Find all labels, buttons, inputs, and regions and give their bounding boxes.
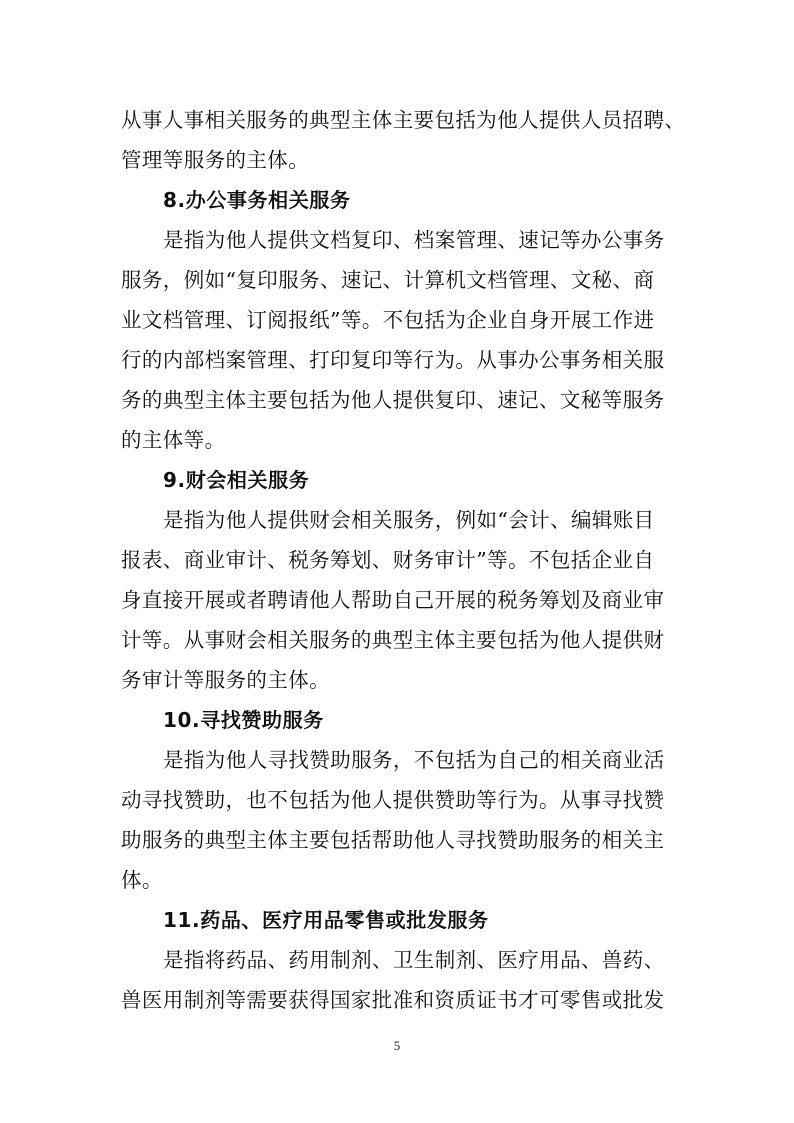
paragraph-line: 动寻找赞助，也不包括为他人提供赞助等行为。从事寻找赞	[121, 788, 665, 812]
paragraph-line: 报表、商业审计、税务筹划、财务审计”等。不包括企业自	[121, 548, 655, 572]
paragraph-line: 兽医用制剂等需要获得国家批准和资质证书才可零售或批发	[121, 988, 665, 1012]
paragraph-line: 是指为他人提供财会相关服务，例如“会计、编辑账目	[163, 508, 655, 532]
paragraph-line: 体。	[121, 868, 163, 892]
paragraph-line: 是指为他人提供文档复印、档案管理、速记等办公事务	[163, 228, 665, 252]
page-number: 5	[393, 1038, 401, 1053]
section-heading-medical-retail-services: 11.药品、医疗用品零售或批发服务	[163, 908, 489, 932]
paragraph-line: 务的典型主体主要包括为他人提供复印、速记、文秘等服务	[121, 388, 665, 412]
paragraph-line: 计等。从事财会相关服务的典型主体主要包括为他人提供财	[121, 628, 665, 652]
paragraph-line: 是指将药品、药用制剂、卫生制剂、医疗用品、兽药、	[163, 948, 665, 972]
paragraph-line: 行的内部档案管理、打印复印等行为。从事办公事务相关服	[121, 348, 665, 372]
paragraph-line: 身直接开展或者聘请他人帮助自己开展的税务筹划及商业审	[121, 588, 665, 612]
paragraph-line: 的主体等。	[121, 428, 226, 452]
paragraph-line: 管理等服务的主体。	[121, 148, 310, 172]
paragraph-line: 助服务的典型主体主要包括帮助他人寻找赞助服务的相关主	[121, 828, 665, 852]
paragraph-line: 务审计等服务的主体。	[121, 668, 330, 692]
section-heading-sponsorship-services: 10.寻找赞助服务	[163, 708, 324, 732]
paragraph-line: 是指为他人寻找赞助服务，不包括为自己的相关商业活	[163, 748, 665, 772]
section-heading-office-services: 8.办公事务相关服务	[163, 188, 351, 212]
section-heading-accounting-services: 9.财会相关服务	[163, 468, 310, 492]
paragraph-line: 服务，例如“复印服务、速记、计算机文档管理、文秘、商	[121, 268, 655, 292]
paragraph-line: 业文档管理、订阅报纸”等。不包括为企业自身开展工作进	[121, 308, 655, 332]
paragraph-line: 从事人事相关服务的典型主体主要包括为他人提供人员招聘、	[121, 108, 686, 132]
